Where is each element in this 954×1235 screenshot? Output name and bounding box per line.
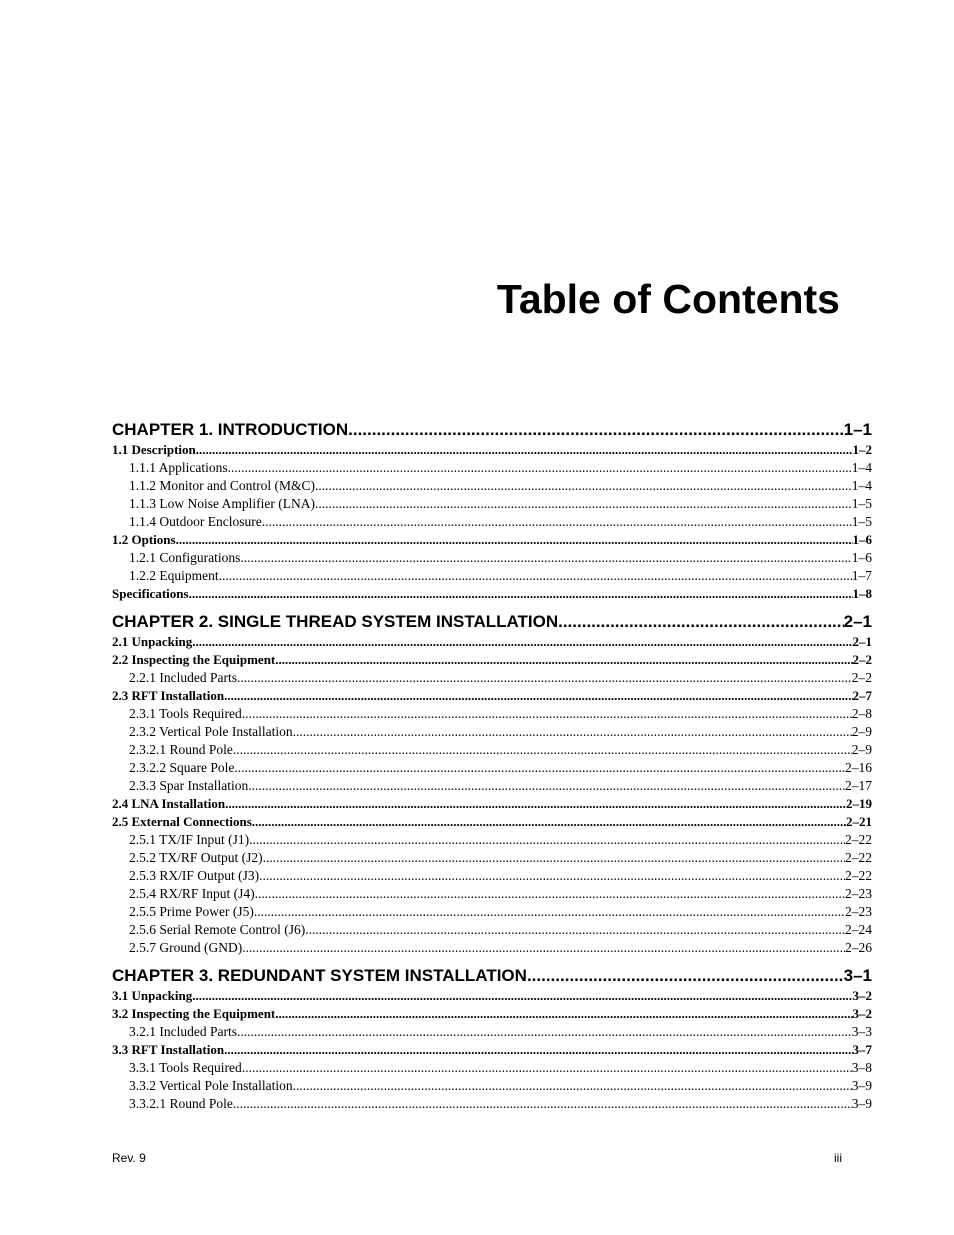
toc-entry-l2[interactable] [112,1059,872,1077]
dot-leader [233,741,852,759]
toc-entry-label: 1.1 Description [112,442,196,457]
toc-entry-l2[interactable] [112,885,872,903]
toc-entry-label: 2.5.2 TX/RF Output (J2) [129,850,263,865]
toc-entry-page: 1–6 [852,532,872,547]
toc-entry-label: CHAPTER 1. INTRODUCTION [112,420,349,439]
toc-entry-page: 3–8 [851,1060,872,1075]
toc-entry-l2[interactable] [112,549,872,567]
table-of-contents [112,419,872,1113]
dot-leader [259,867,845,885]
toc-entry-page: 1–4 [851,478,872,493]
toc-entry-l2[interactable] [112,705,872,723]
toc-entry-label: 2.2 Inspecting the Equipment [112,652,276,667]
toc-entry-l1[interactable] [112,795,872,813]
toc-entry-l1[interactable] [112,531,872,549]
toc-entry-l3[interactable] [112,1095,872,1113]
toc-entry-page: 2–17 [845,778,872,793]
dot-leader [240,549,851,567]
dot-leader [237,1023,852,1041]
toc-entry-label: 2.3.2.1 Round Pole [129,742,233,757]
dot-leader [248,777,845,795]
toc-entry-page: 2–26 [845,940,872,955]
footer-page-number: iii [834,1151,842,1165]
dot-leader [225,795,846,813]
page-title: Table of Contents [496,276,840,322]
toc-entry-l2[interactable] [112,777,872,795]
toc-entry-label: 3.2.1 Included Parts [129,1024,237,1039]
toc-entry-label: 1.1.2 Monitor and Control (M&C) [129,478,315,493]
dot-leader [249,831,845,849]
toc-entry-label: 1.1.3 Low Noise Amplifier (LNA) [129,496,315,511]
toc-entry-label: 1.2 Options [112,532,176,547]
toc-entry-page: 2–1 [852,634,872,649]
toc-entry-page: 1–2 [852,442,872,457]
toc-entry-label: 2.3 RFT Installation [112,688,225,703]
dot-leader [315,477,852,495]
dot-leader [234,759,845,777]
toc-entry-label: 2.5.5 Prime Power (J5) [129,904,254,919]
toc-entry-label: 3.3.2 Vertical Pole Installation [129,1078,293,1093]
toc-entry-l2[interactable] [112,939,872,957]
toc-entry-page: 2–23 [845,904,872,919]
toc-entry-page: 2–22 [845,868,872,883]
dot-leader [255,885,845,903]
toc-entry-page: 3–3 [851,1024,872,1039]
toc-entry-l1[interactable] [112,633,872,651]
dot-leader [527,965,844,987]
toc-entry-l1[interactable] [112,987,872,1005]
toc-entry-page: 3–1 [843,966,872,985]
dot-leader [242,1059,852,1077]
toc-entry-page: 2–9 [851,724,872,739]
toc-entry-l1[interactable] [112,1041,872,1059]
toc-entry-page: 2–8 [851,706,872,721]
dot-leader [228,459,852,477]
toc-entry-label: 3.3 RFT Installation [112,1042,225,1057]
toc-entry-label: 1.2.1 Configurations [129,550,241,565]
footer-revision: Rev. 9 [112,1151,146,1165]
dot-leader [262,513,852,531]
toc-entry-label: 3.3.2.1 Round Pole [129,1096,233,1111]
dot-leader [305,921,845,939]
toc-entry-page: 3–7 [852,1042,872,1057]
toc-entry-l2[interactable] [112,723,872,741]
toc-entry-label: 2.5.3 RX/IF Output (J3) [129,868,260,883]
toc-entry-label: 2.5.4 RX/RF Input (J4) [129,886,255,901]
toc-entry-page: 2–24 [845,922,872,937]
toc-entry-page: 1–7 [851,568,872,583]
toc-entry-label: 2.3.1 Tools Required [129,706,242,721]
toc-entry-l2[interactable] [112,1077,872,1095]
dot-leader [233,1095,852,1113]
toc-entry-page: 3–2 [852,988,872,1003]
dot-leader [252,813,846,831]
toc-entry-page: 1–5 [851,514,872,529]
dot-leader [192,987,852,1005]
toc-entry-page: 3–2 [852,1006,872,1021]
dot-leader [192,633,852,651]
toc-entry-page: 2–22 [845,832,872,847]
toc-entry-l2[interactable] [112,495,872,513]
toc-entry-label: 2.1 Unpacking [112,634,193,649]
toc-entry-page: 1–5 [851,496,872,511]
toc-entry-page: 2–23 [845,886,872,901]
dot-leader [275,1005,852,1023]
toc-entry-page: 3–9 [851,1078,872,1093]
toc-entry-label: 2.3.2 Vertical Pole Installation [129,724,293,739]
toc-entry-page: 1–4 [851,460,872,475]
dot-leader [293,723,852,741]
dot-leader [189,585,853,603]
toc-entry-l1[interactable] [112,687,872,705]
toc-entry-page: 2–22 [845,850,872,865]
toc-entry-page: 2–1 [843,612,872,631]
toc-entry-l2[interactable] [112,921,872,939]
toc-entry-l1[interactable] [112,651,872,669]
toc-entry-l2[interactable] [112,903,872,921]
toc-entry-label: 2.5.6 Serial Remote Control (J6) [129,922,306,937]
dot-leader [219,567,852,585]
toc-entry-l2[interactable] [112,867,872,885]
dot-leader [237,669,852,687]
toc-entry-page: 1–8 [852,586,872,601]
toc-entry-label: 1.1.1 Applications [129,460,228,475]
toc-entry-label: 2.2.1 Included Parts [129,670,237,685]
toc-entry-l2[interactable] [112,513,872,531]
toc-entry-label: 2.3.2.2 Square Pole [129,760,235,775]
toc-entry-l3[interactable] [112,759,872,777]
toc-entry-chapter[interactable] [112,419,872,441]
dot-leader [315,495,852,513]
dot-leader [254,903,845,921]
toc-entry-l1[interactable] [112,585,872,603]
toc-entry-page: 1–6 [851,550,872,565]
toc-entry-label: 2.4 LNA Installation [112,796,226,811]
toc-entry-l1[interactable] [112,813,872,831]
dot-leader [196,441,853,459]
toc-entry-label: 1.2.2 Equipment [129,568,219,583]
dot-leader [275,651,852,669]
toc-entry-l2[interactable] [112,669,872,687]
toc-entry-l2[interactable] [112,831,872,849]
dot-leader [224,1041,852,1059]
toc-entry-l2[interactable] [112,459,872,477]
toc-entry-label: CHAPTER 2. SINGLE THREAD SYSTEM INSTALLATION [112,612,559,631]
dot-leader [242,705,852,723]
toc-entry-chapter[interactable] [112,611,872,633]
toc-entry-l2[interactable] [112,1023,872,1041]
dot-leader [263,849,845,867]
toc-entry-label: 3.1 Unpacking [112,988,193,1003]
toc-entry-chapter[interactable] [112,965,872,987]
toc-entry-label: Specifications [112,586,189,601]
toc-entry-page: 2–19 [846,796,872,811]
toc-entry-page: 2–2 [852,652,872,667]
dot-leader [176,531,853,549]
toc-entry-page: 2–16 [845,760,872,775]
toc-entry-l2[interactable] [112,567,872,585]
dot-leader [348,419,844,441]
dot-leader [242,939,845,957]
toc-entry-page: 2–21 [846,814,872,829]
toc-entry-label: 2.5.1 TX/IF Input (J1) [129,832,250,847]
dot-leader [224,687,852,705]
toc-entry-label: 2.5 External Connections [112,814,252,829]
toc-entry-label: 1.1.4 Outdoor Enclosure [129,514,262,529]
toc-entry-label: 2.5.7 Ground (GND) [129,940,243,955]
toc-entry-l2[interactable] [112,849,872,867]
toc-entry-page: 2–9 [851,742,872,757]
dot-leader [293,1077,852,1095]
toc-entry-label: 3.3.1 Tools Required [129,1060,242,1075]
toc-entry-label: 2.3.3 Spar Installation [129,778,249,793]
toc-entry-label: 3.2 Inspecting the Equipment [112,1006,276,1021]
toc-entry-label: CHAPTER 3. REDUNDANT SYSTEM INSTALLATION [112,966,527,985]
toc-entry-l1[interactable] [112,1005,872,1023]
toc-entry-page: 1–1 [843,420,872,439]
toc-entry-l2[interactable] [112,477,872,495]
toc-entry-page: 3–9 [851,1096,872,1111]
toc-entry-page: 2–7 [852,688,872,703]
toc-entry-l1[interactable] [112,441,872,459]
toc-entry-page: 2–2 [851,670,872,685]
toc-entry-l3[interactable] [112,741,872,759]
dot-leader [558,611,844,633]
